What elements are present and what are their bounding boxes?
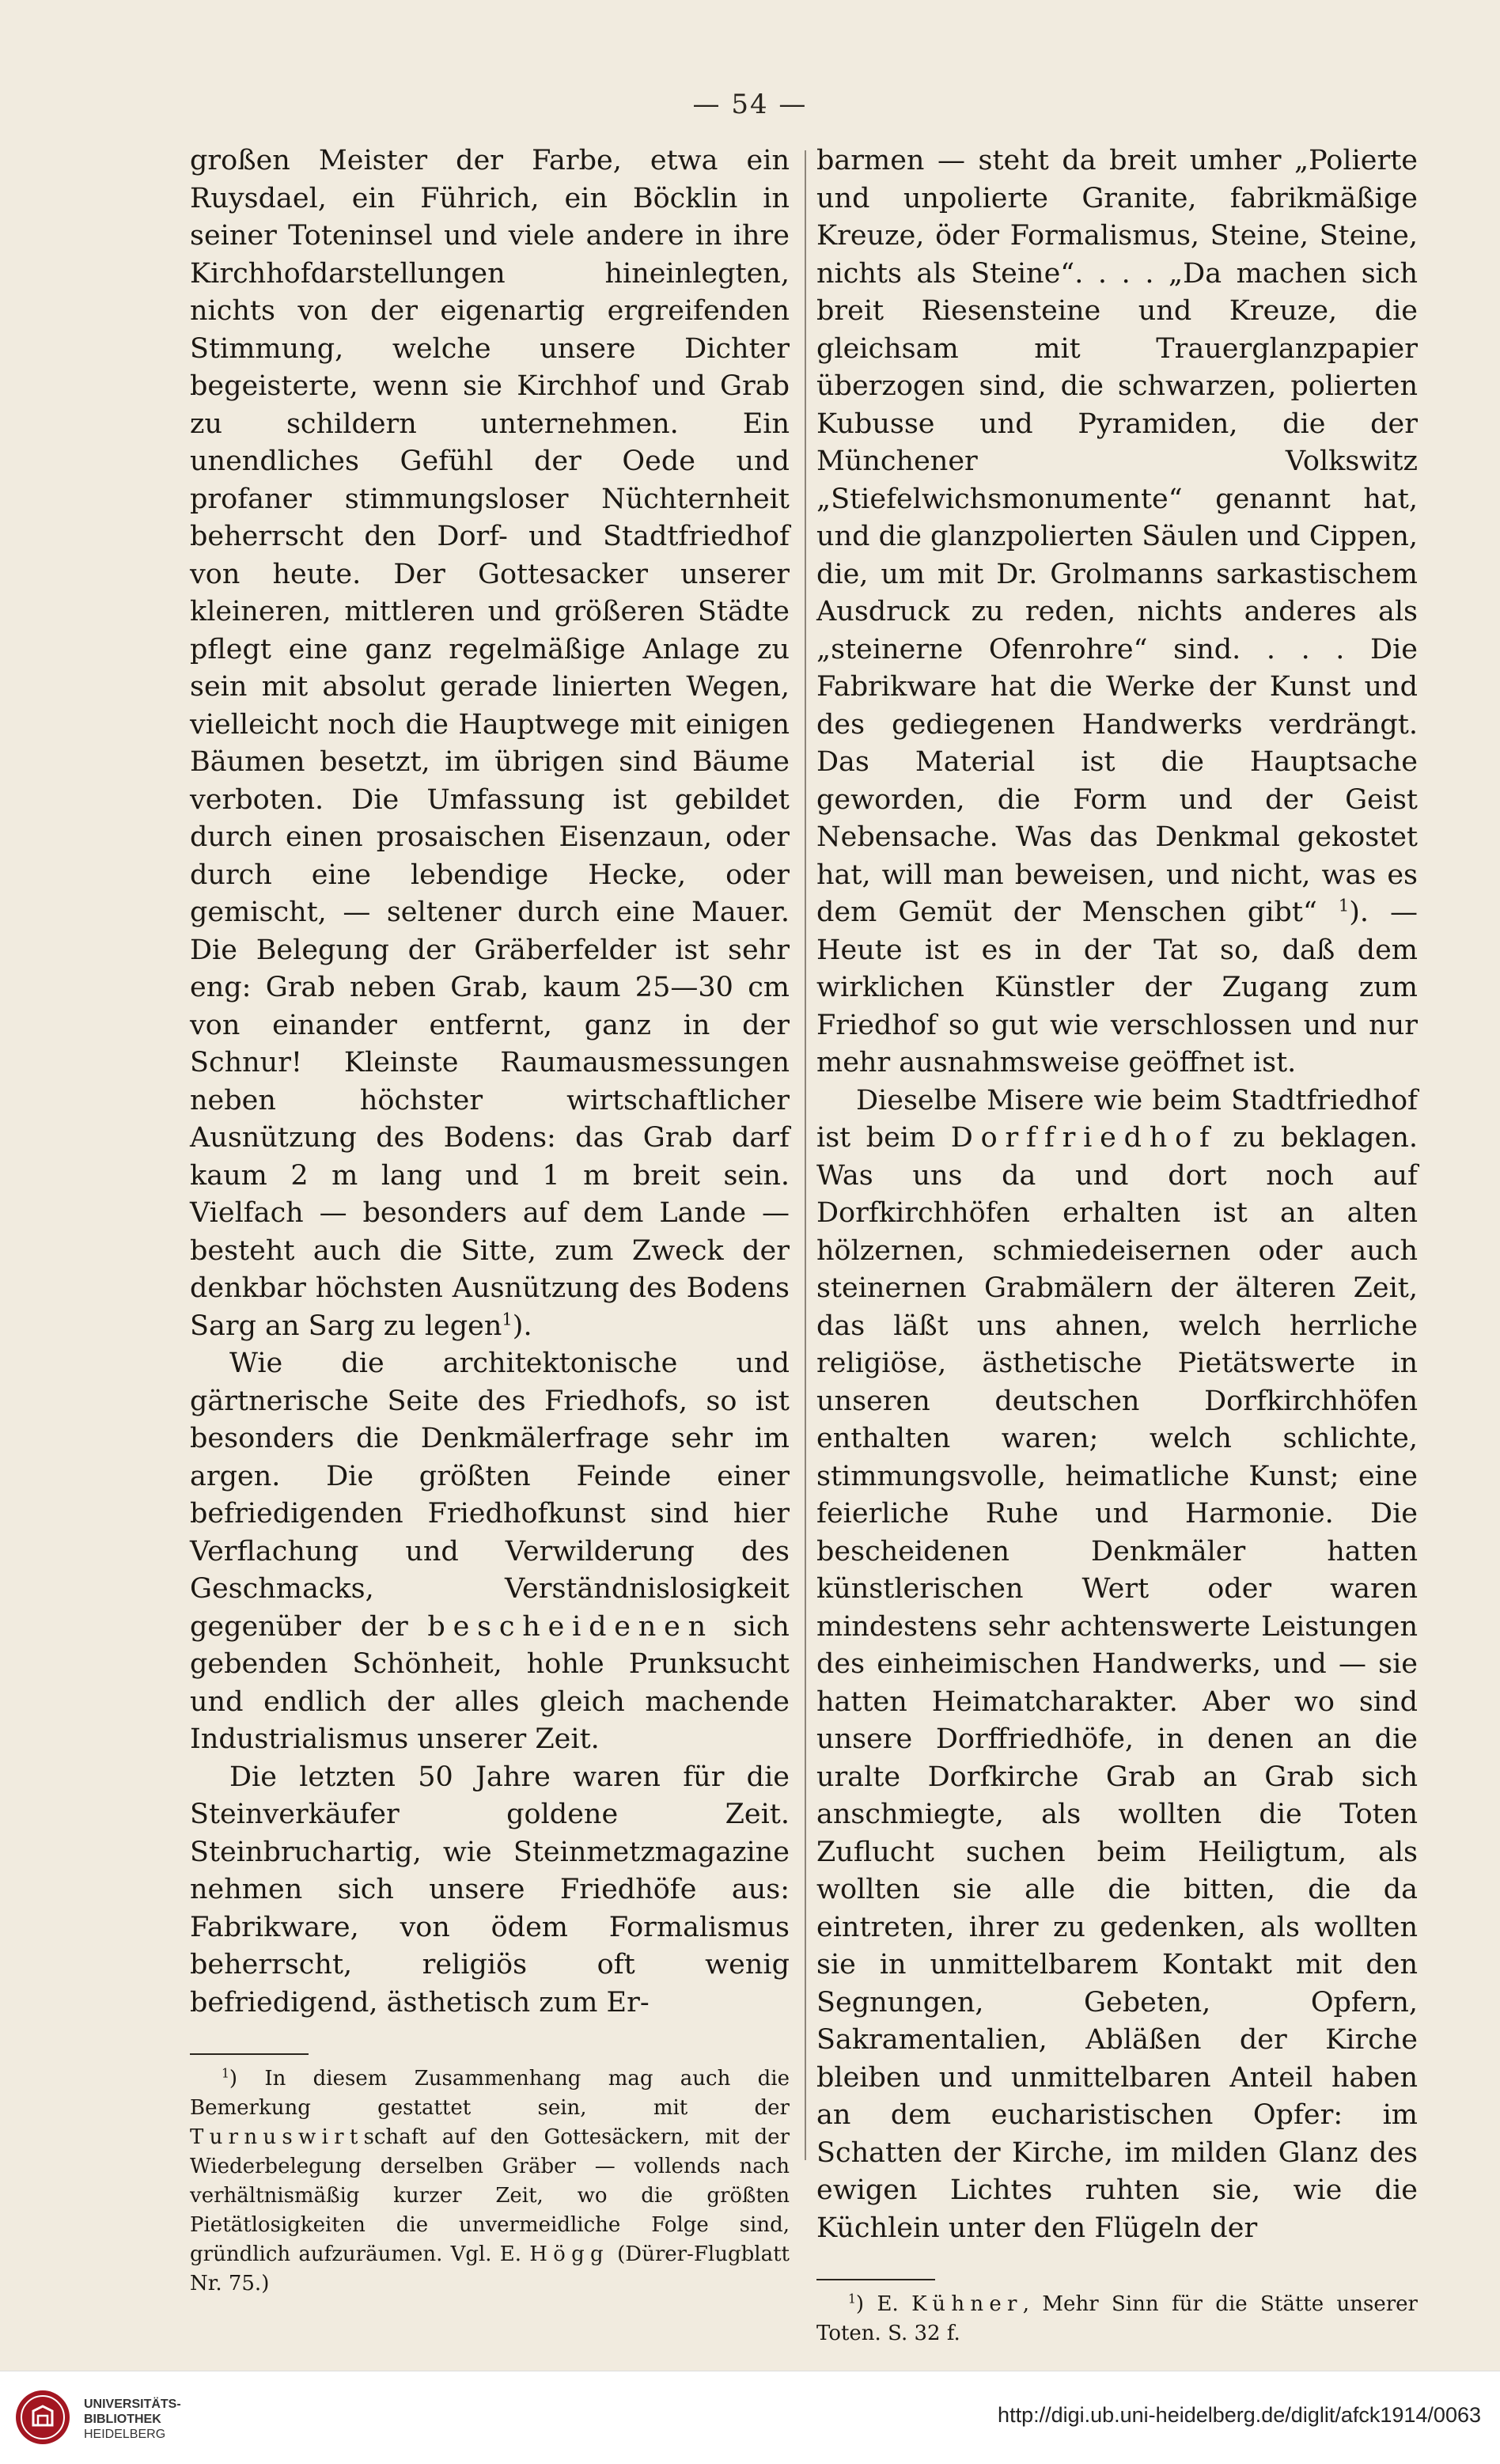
left-column: [190, 142, 790, 2299]
left-paragraph-3: Die letzten 50 Jahre waren für die Steinverkäufer goldene Zeit. Steinbruchartig, wie Steinmetzmagazine nehmen sich unsere Friedhöfe aus: Fabrikware, von ödem Formalismus beherrscht, religiös oft wenig befriedigend, ästhetisch zum Er-: [190, 1761, 790, 2019]
spaced-word: bescheidenen: [427, 1610, 714, 1643]
right-paragraph-1-text: barmen — steht da breit umher „Polierte und unpolierte Granite, fabrikmäßige Kreuze, öder Formalismus, Steine, Steine, nichts als Steine“. . . . „Da machen sich breit Riesensteine und Kreuze, die gleichsam mit Trauerglanzpapier überzogen sind, die schwarzen, polierten Kubusse und Pyramiden, die der Münchener Volkswitz „Stiefelwichsmonumente“ genannt hat, und die glanzpolierten Säulen und Cippen, die, um mit Dr. Grolmanns sarkastischem Ausdruck zu reden, nichts anderes als „steinerne Ofenrohre“ sind. . . . Die Fabrikware hat die Werke der Kunst und des gediegenen Handwerks verdrängt. Das Material ist die Hauptsache geworden, die Form und der Geist Nebensache. Was das Denkmal gekostet hat, will man beweisen, und nicht, was es dem Gemüt der Menschen gibt“: [816, 145, 1418, 928]
footnote-ref: 1: [502, 1309, 513, 1329]
left-footnote: [190, 2064, 790, 2299]
page-number: — 54 —: [692, 89, 808, 120]
university-seal-icon: [14, 2389, 71, 2446]
footnote-rule: [816, 2279, 935, 2280]
footnote-text-c: (Dürer-Flugblatt Nr. 75.): [190, 2242, 790, 2295]
right-paragraph-2-a: Dieselbe Misere wie beim Stadtfriedhof ist beim: [816, 1084, 1418, 1154]
left-paragraph-2: [190, 1345, 790, 1759]
library-logo-text: [84, 2397, 181, 2442]
right-paragraph-2-b: zu beklagen. Was uns da und dort noch auf Dorfkirchhöfen erhalten ist an alten hölzernen, schmiedeisernen oder auch steinernen Grabmälern der älteren Zeit, das läßt uns ahnen, welch herrliche religiöse, ästhetische Pietätswerte in unseren deutschen Dorfkirchhöfen enthalten waren; welch schlichte, stimmungsvolle, heimatliche Kunst; eine feierliche Ruhe und Harmonie. Die bescheidenen Denkmäler hatten künstlerischen Wert oder waren mindestens sehr achtenswerte Leistungen des einheimischen Handwerks, und — sie hatten Heimatcharakter. Aber wo sind unsere Dorffriedhöfe, in denen an die uralte Dorfkirche Grab an Grab sich anschmiegte, als wollten die Toten Zuflucht suchen beim Heiligtum, als wollten sie alle die bitten, die da eintreten, ihrer zu gedenken, als wollten sie in unmittelbarem Kontakt mit den Segnungen, Gebeten, Opfern, Sakramentalien, Abläßen der Kirche bleiben und unmittelbaren Anteil haben an dem eucharistischen Opfer: im Schatten der Kirche, im milden Glanz des ewigen Lichtes ruhten sie, wie die Küchlein unter den Flügeln der: [816, 1122, 1418, 2244]
right-paragraph-2: [816, 1082, 1418, 2248]
footnote-ref: 1: [1338, 896, 1350, 915]
logo-line-2: BIBLIOTHEK: [84, 2413, 161, 2426]
right-paragraph-1-tail: ). — Heute ist es in der Tat so, daß dem wirklichen Künstler der Zugang zum Friedhof so gut wie verschlossen und nur mehr ausnahmsweise geöffnet ist.: [816, 897, 1418, 1078]
logo-line-1: UNIVERSITÄTS-: [84, 2398, 181, 2411]
footnote-spaced-name: Kühner: [911, 2292, 1023, 2316]
left-paragraph-2-text: Wie die architektonische und gärtnerische Seite des Friedhofs, so ist besonders die Denkmälerfrage sehr im argen. Die größten Feinde einer befriedigenden Friedhofkunst sind hier Verflachung und Verwilderung des Geschmacks, Verständnislosigkeit gegenüber der: [190, 1348, 790, 1643]
footnote-mark: 1: [222, 2066, 229, 2081]
footnote-spaced-word: Turnuswirt: [190, 2125, 364, 2149]
left-paragraph-1-text: großen Meister der Farbe, etwa ein Ruysdael, ein Führich, ein Böcklin in seiner Toteninsel und viele andere in ihre Kirchhofdarstellungen hineinlegten, nichts von der eigenartig ergreifenden Stimmung, welche unsere Dichter begeisterte, wenn sie Kirchhof und Grab zu schildern unternehmen. Ein unendliches Gefühl der Oede und profaner stimmungsloser Nüchternheit beherrscht den Dorf- und Stadtfriedhof von heute. Der Gottesacker unserer kleineren, mittleren und größeren Städte pflegt eine ganz regelmäßige Anlage zu sein mit absolut gerade linierten Wegen, vielleicht noch die Hauptwege mit einigen Bäumen besetzt, im übrigen sind Bäume verboten. Die Umfassung ist gebildet durch einen prosaischen Eisenzaun, oder durch eine lebendige Hecke, oder gemischt, — seltener durch eine Mauer. Die Belegung der Gräberfelder ist sehr eng: Grab neben Grab, kaum 25—30 cm von einander entfernt, ganz in der Schnur! Kleinste Raumausmessungen neben höchster wirtschaftlicher Ausnützung des Bodens: das Grab darf kaum 2 m lang und 1 m breit sein. Vielfach — besonders auf dem Lande — besteht auch die Sitte, zum Zweck der denkbar höchsten Ausnützung des Bodens Sarg an Sarg zu legen: [190, 145, 790, 1342]
column-divider: [805, 150, 806, 2160]
footnote-text-a: ) In diesem Zusammenhang mag auch die Bemerkung gestattet sein, mit der: [190, 2067, 790, 2120]
footnote-text-b: , Mehr Sinn für die Stätte unserer Toten. S. 32 f.: [816, 2292, 1418, 2345]
footnote-rule: [190, 2053, 309, 2055]
left-paragraph-1-end: ).: [512, 1310, 532, 1342]
logo-line-3: HEIDELBERG: [84, 2428, 166, 2441]
footnote-text-b: schaft auf den Gottesäckern, mit der Wiederbelegung derselben Gräber — vollends nach verhältnismäßig kurzer Zeit, wo die größten Pietätlosigkeiten die unvermeidliche Folge sind, gründlich aufzuräumen. Vgl. E.: [190, 2125, 790, 2266]
footnote-text-a: ) E.: [855, 2292, 912, 2316]
right-paragraph-1: [816, 142, 1418, 1082]
right-footnote: [816, 2290, 1418, 2348]
footnote-mark: 1: [848, 2292, 856, 2307]
footnote-spaced-name: Högg: [529, 2242, 609, 2266]
left-paragraph-2-tail: sich gebenden Schönheit, hohle Prunksucht und endlich der alles gleich machende Industrialismus unserer Zeit.: [190, 1610, 790, 1755]
source-url[interactable]: http://digi.ub.uni-heidelberg.de/diglit/afck1914/0063: [998, 2403, 1481, 2427]
right-column: [816, 142, 1418, 2348]
left-paragraph-1: [190, 142, 790, 1345]
viewer-footer: [0, 2371, 1500, 2464]
spaced-word: Dorffriedhof: [950, 1122, 1218, 1154]
